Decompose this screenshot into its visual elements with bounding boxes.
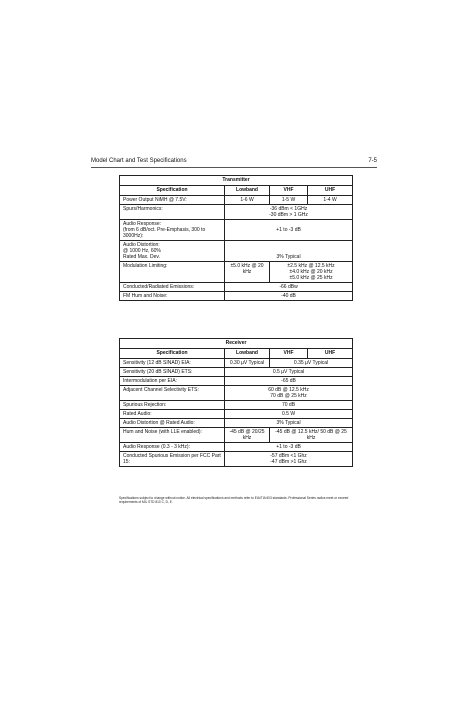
page-header bbox=[91, 155, 377, 167]
lowband-value: ±5.0 kHz @ 20 kHz bbox=[225, 262, 270, 283]
spec-label: Adjacent Channel Selectivity ETS: bbox=[120, 386, 225, 401]
table-row bbox=[120, 359, 353, 368]
table-row bbox=[120, 262, 353, 283]
spec-label: Conducted Spurious Emission per FCC Part 15: bbox=[120, 452, 225, 467]
lowband-value: -45 dB @ 20/25 kHz bbox=[225, 428, 270, 443]
col-lowband: Lowband bbox=[225, 349, 270, 359]
header-rule bbox=[91, 167, 377, 168]
table-row bbox=[120, 368, 353, 377]
table-row bbox=[120, 452, 353, 467]
table-row bbox=[120, 241, 353, 262]
table-row bbox=[120, 443, 353, 452]
vhf-uhf-value: -45 dB @ 12.5 kHz/ 50 dB @ 25 kHz bbox=[270, 428, 353, 443]
table-row bbox=[120, 377, 353, 386]
table-row bbox=[120, 283, 353, 292]
transmitter-table bbox=[119, 175, 353, 301]
footnote: Specifications subject to change without notice. All electrical specifications and methods refer to EIA/TIA 603 standards. Professional Series radios meet or exceed requirements of MIL STD 810 C, D, E. bbox=[119, 496, 349, 505]
spec-label: Audio Response (0.3 - 3 kHz): bbox=[120, 443, 225, 452]
col-uhf: UHF bbox=[308, 186, 353, 196]
vhf-uhf-value: ±2.5 kHz @ 12.5 kHz ±4.0 kHz @ 20 kHz ±5.0 kHz @ 25 kHz bbox=[270, 262, 353, 283]
col-vhf: VHF bbox=[270, 186, 308, 196]
spec-label: Intermodulation per EIA: bbox=[120, 377, 225, 386]
col-specification: Specification bbox=[120, 186, 225, 196]
spec-label: Power Output NiMH @ 7.5V: bbox=[120, 196, 225, 205]
spec-value: +1 to -3 dB bbox=[225, 220, 353, 241]
lowband-value: 1-6 W bbox=[225, 196, 270, 205]
table-row bbox=[120, 401, 353, 410]
table-row bbox=[120, 220, 353, 241]
lowband-value: 0.30 µV Typical bbox=[225, 359, 270, 368]
spec-label: Audio Distortion @ Rated Audio: bbox=[120, 419, 225, 428]
uhf-value: 1-4 W bbox=[308, 196, 353, 205]
table-row bbox=[120, 205, 353, 220]
spec-value: 60 dB @ 12.5 kHz 70 dB @ 25 kHz bbox=[225, 386, 353, 401]
receiver-table bbox=[119, 338, 353, 467]
spec-label: Spurious Rejection: bbox=[120, 401, 225, 410]
page-number: 7-5 bbox=[368, 158, 377, 164]
spec-value: 0.5 W bbox=[225, 410, 353, 419]
spec-value: 0.5 µV Typical bbox=[225, 368, 353, 377]
spec-value: 70 dB bbox=[225, 401, 353, 410]
spec-label: Audio Response: (from 6 dB/oct. Pre-Emphasis, 300 to 3000Hz): bbox=[120, 220, 225, 241]
col-lowband: Lowband bbox=[225, 186, 270, 196]
vhf-uhf-value: 0.35 µV Typical bbox=[270, 359, 353, 368]
spec-label: Audio Distortion: @ 1000 Hz, 60% Rated Max. Dev. bbox=[120, 241, 225, 262]
spec-label: Hum and Noise (with LLE enabled): bbox=[120, 428, 225, 443]
table-row bbox=[120, 410, 353, 419]
table-row bbox=[120, 292, 353, 301]
spec-label: Rated Audio: bbox=[120, 410, 225, 419]
header-title: Model Chart and Test Specifications bbox=[91, 158, 187, 164]
spec-label: Modulation Limiting: bbox=[120, 262, 225, 283]
col-vhf: VHF bbox=[270, 349, 308, 359]
spec-value: -40 dB bbox=[225, 292, 353, 301]
col-uhf: UHF bbox=[308, 349, 353, 359]
transmitter-title: Transmitter bbox=[120, 176, 353, 186]
spec-value: -66 dBw bbox=[225, 283, 353, 292]
spec-value: +1 to -3 dB bbox=[225, 443, 353, 452]
vhf-value: 1-5 W bbox=[270, 196, 308, 205]
receiver-title: Receiver bbox=[120, 339, 353, 349]
spec-label: Conducted/Radiated Emissions: bbox=[120, 283, 225, 292]
spec-label: Sensitivity (20 dB SINAD) ETS: bbox=[120, 368, 225, 377]
spec-value: -36 dBm < 1GHz -30 dBm > 1 GHz bbox=[225, 205, 353, 220]
spec-value: 3% Typical bbox=[225, 419, 353, 428]
spec-value: 3% Typical bbox=[225, 241, 353, 262]
table-row bbox=[120, 386, 353, 401]
table-row bbox=[120, 419, 353, 428]
spec-value: -65 dB bbox=[225, 377, 353, 386]
spec-value: -57 dBm <1 Ghz -47 dBm >1 Ghz bbox=[225, 452, 353, 467]
spec-label: Spurs/Harmonics: bbox=[120, 205, 225, 220]
spec-label: Sensitivity (12 dB SINAD) EIA: bbox=[120, 359, 225, 368]
spec-label: FM Hum and Noise: bbox=[120, 292, 225, 301]
table-row bbox=[120, 428, 353, 443]
col-specification: Specification bbox=[120, 349, 225, 359]
table-row bbox=[120, 196, 353, 205]
